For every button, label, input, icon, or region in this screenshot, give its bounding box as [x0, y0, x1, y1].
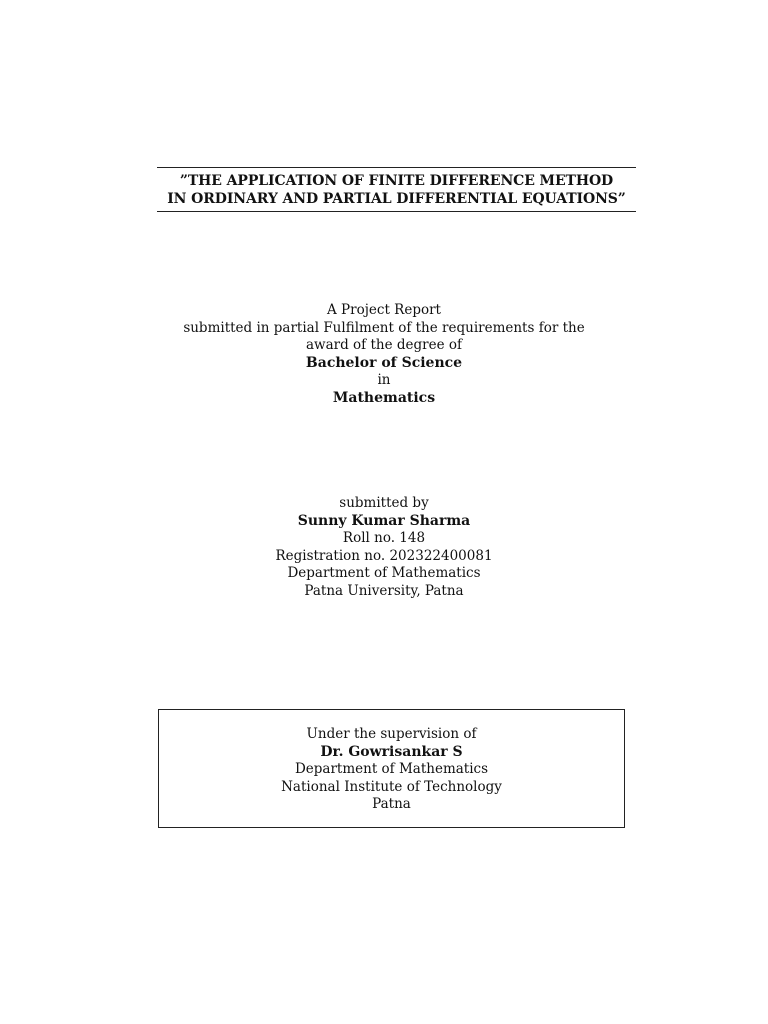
title-line-2: IN ORDINARY AND PARTIAL DIFFERENTIAL EQUATIONS”	[167, 190, 626, 207]
submitted-by-block	[0, 495, 768, 600]
title-line-1: ”THE APPLICATION OF FINITE DIFFERENCE METHOD	[179, 172, 614, 189]
supervisor-department: Department of Mathematics	[294, 761, 489, 777]
student-university: Patna University, Patna	[304, 582, 464, 599]
supervision-box	[158, 709, 625, 828]
report-purpose-line-2: award of the degree of	[306, 337, 462, 353]
supervision-label: Under the supervision of	[306, 726, 477, 742]
supervisor-name: Dr. Gowrisankar S	[320, 743, 463, 760]
submitted-by-label: submitted by	[339, 495, 429, 511]
roll-number: Roll no. 148	[342, 530, 426, 546]
student-department: Department of Mathematics	[287, 565, 481, 581]
student-name: Sunny Kumar Sharma	[297, 512, 471, 529]
supervision-content	[159, 726, 624, 814]
report-description	[0, 302, 768, 407]
registration-number: Registration no. 202322400081	[275, 547, 493, 564]
report-type: A Project Report	[327, 302, 441, 318]
degree-subject: Mathematics	[332, 389, 436, 406]
supervisor-institute: National Institute of Technology	[281, 778, 502, 795]
title-block	[157, 167, 636, 212]
degree-name: Bachelor of Science	[305, 354, 463, 371]
supervisor-city: Patna	[372, 796, 411, 812]
report-purpose-line-1: submitted in partial Fulfilment of the requirements for the	[183, 319, 585, 336]
degree-in: in	[377, 372, 391, 388]
